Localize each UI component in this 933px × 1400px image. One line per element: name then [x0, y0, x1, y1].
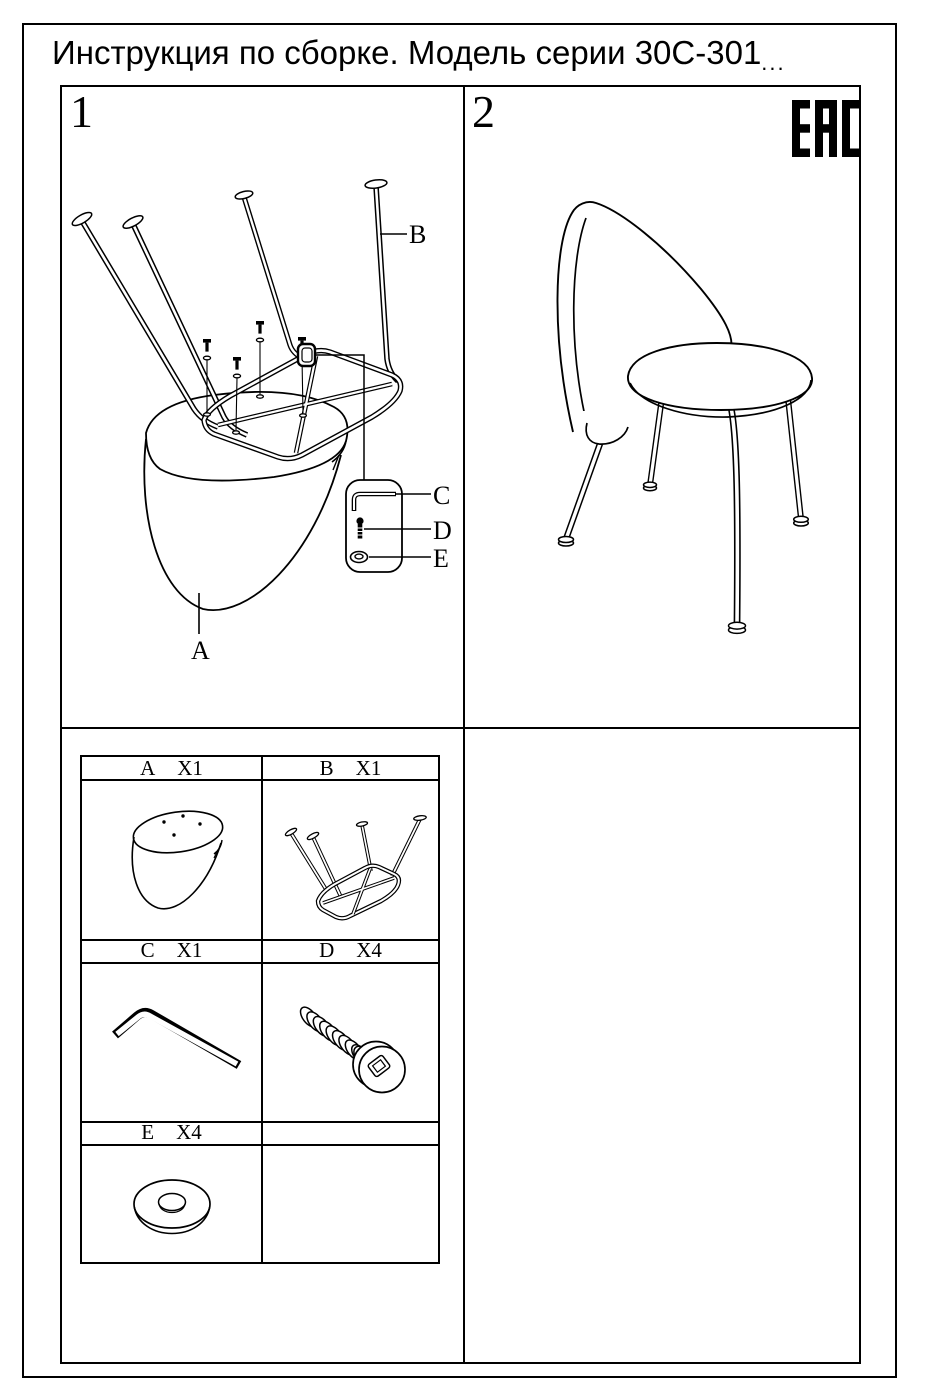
part-header-b [263, 757, 438, 779]
step1-number: 1 [70, 86, 93, 137]
foot-caps [559, 482, 809, 633]
page-title-ellipsis: ... [761, 50, 786, 75]
part-e-washer-drawing [82, 1146, 261, 1264]
part-letter: E [141, 1120, 155, 1144]
part-a-seat-drawing [82, 781, 261, 937]
part-header-a [82, 757, 261, 779]
part-letter: A [140, 755, 156, 780]
callout-label-a: A [191, 636, 210, 665]
callout-label-d: D [433, 516, 452, 545]
diagram-grid [60, 85, 861, 1364]
callout-label-c: C [433, 481, 451, 510]
screw-icon [356, 517, 363, 538]
part-letter: D [319, 938, 335, 962]
callout-label-e: E [433, 544, 449, 573]
part-qty: X1 [176, 938, 203, 962]
part-letter: B [319, 755, 334, 780]
seat-underside-shape [144, 392, 347, 610]
part-header-e [82, 1121, 261, 1144]
part-header-c [82, 939, 261, 962]
part-qty: X1 [177, 755, 203, 780]
parts-table [80, 755, 440, 1264]
part-qty: X4 [176, 1120, 202, 1144]
washer-icon [351, 552, 368, 563]
part-qty: X1 [355, 755, 382, 780]
part-header-empty [263, 1121, 438, 1144]
part-qty: X4 [356, 938, 382, 962]
mount-bracket-shape [298, 344, 315, 366]
grid-horizontal-divider [62, 727, 859, 729]
step2-number: 2 [472, 86, 495, 137]
part-header-d [263, 939, 438, 962]
part-d-screw-drawing [263, 964, 438, 1119]
part-letter: C [140, 938, 155, 962]
seat-cushion-shape [628, 343, 812, 417]
step1-diagram [62, 87, 463, 727]
assembled-chair-drawing [557, 202, 812, 633]
hardware-box [346, 480, 402, 572]
eac-mark-icon [792, 100, 859, 157]
part-c-allen-key-drawing [82, 964, 261, 1119]
step2-diagram [465, 87, 859, 727]
callout-label-b: B [409, 220, 427, 249]
page-title [52, 30, 872, 79]
page-title-text: Инструкция по сборке. Модель серии 30C-301 [52, 34, 762, 71]
part-b-frame-drawing [263, 781, 438, 937]
